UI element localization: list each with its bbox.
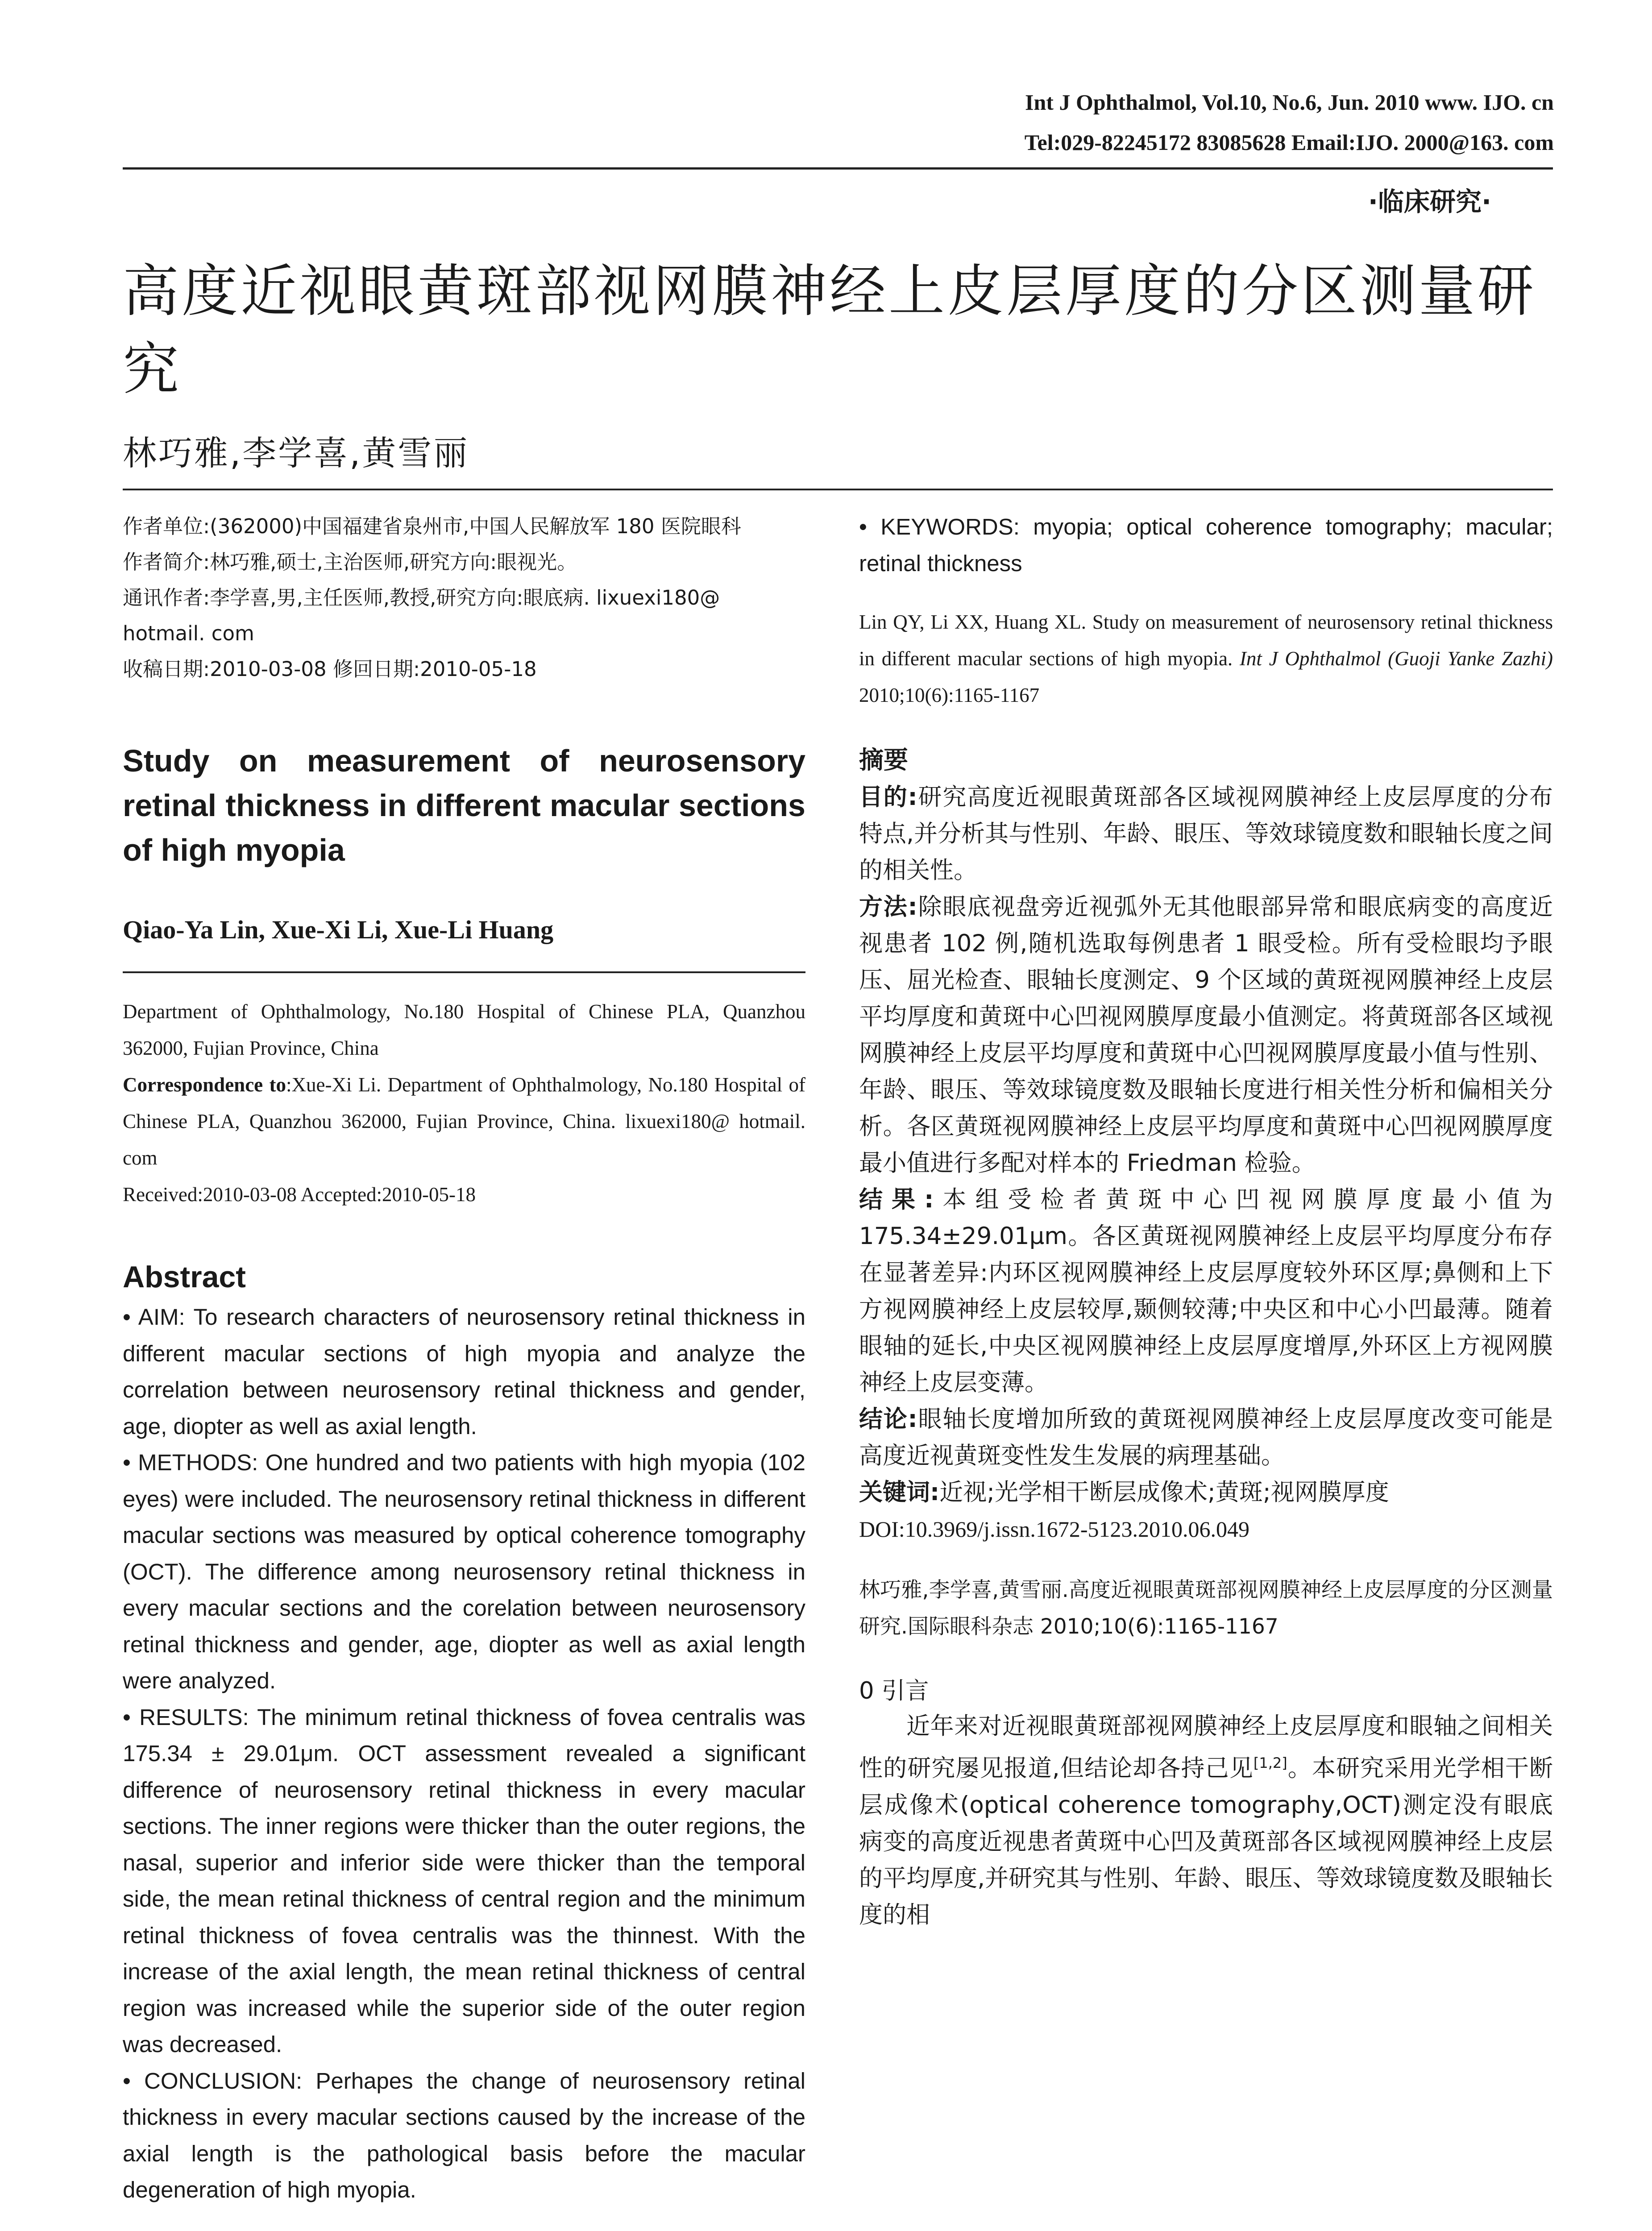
aim-cn-label: 目的: — [859, 784, 917, 811]
citation-en — [859, 604, 1553, 713]
abstract-cn-heading: 摘要 — [859, 746, 909, 774]
affil-rule — [123, 971, 805, 973]
right-column — [859, 509, 1553, 1933]
intro-paragraph — [859, 1708, 1553, 1933]
section-label: ·临床研究· — [1368, 187, 1491, 217]
title-cn: 高度近视眼黄斑部视网膜神经上皮层厚度的分区测量研究 — [123, 258, 1536, 402]
affiliation-en — [123, 993, 805, 1213]
abstract-aim — [123, 1299, 805, 1444]
methods-cn-label: 方法: — [859, 893, 917, 921]
aim-label: • AIM: — [123, 1304, 185, 1330]
citation-en-text: Lin QY, Li XX, Huang XL. Study on measurement of neurosensory retinal thickness in different macular sections of high myopia. — [859, 611, 1553, 670]
dates-en: Received:2010-03-08 Accepted:2010-05-18 — [123, 1183, 476, 1206]
abstract-en-body — [123, 1299, 805, 2208]
methods-label: • METHODS: — [123, 1450, 258, 1475]
header-rule — [123, 167, 1553, 170]
results-label: • RESULTS: — [123, 1704, 249, 1730]
keywords-en — [859, 509, 1553, 581]
abstract-cn-conclusion — [859, 1401, 1553, 1474]
aim-cn-text: 研究高度近视眼黄斑部各区域视网膜神经上皮层厚度的分布特点,并分析其与性别、年龄、眼压、等效球镜度数和眼轴长度之间的相关性。 — [859, 784, 1553, 884]
keywords-cn-label: 关键词: — [859, 1479, 940, 1506]
intro-heading: 0 引言 — [859, 1677, 929, 1704]
methods-text: One hundred and two patients with high myopia (102 eyes) were included. The neurosensory retinal thickness in different macular sections was measured by optical coherence tomography (OCT). The difference among neurosensory retinal thickness in every macular sections and the corelation between neurosensory retinal thickness and gender, age, diopter as well as axial length were analyzed. — [123, 1450, 806, 1693]
left-column — [123, 509, 805, 2208]
author-affiliation-cn: 作者单位:(362000)中国福建省泉州市,中国人民解放军 180 医院眼科 — [123, 514, 741, 538]
abstract-cn-aim — [859, 779, 1553, 889]
abstract-cn-results — [859, 1182, 1553, 1401]
correspondence-label: Correspondence to — [123, 1074, 286, 1096]
authors-en: Qiao-Ya Lin, Xue-Xi Li, Xue-Li Huang — [123, 915, 554, 944]
dates-cn: 收稿日期:2010-03-08 修回日期:2010-05-18 — [123, 657, 537, 681]
citation-cn: 林巧雅,李学喜,黄雪丽.高度近视眼黄斑部视网膜神经上皮层厚度的分区测量研究.国际眼科杂志 2010;10(6):1165-1167 — [859, 1578, 1553, 1639]
title-rule — [123, 489, 1553, 490]
title-en: Study on measurement of neurosensory retinal thickness in different macular sections of high myopia — [123, 743, 805, 867]
abstract-methods — [123, 1444, 805, 1699]
journal-header-line1: Int J Ophthalmol, Vol.10, No.6, Jun. 2010 www. IJO. cn — [1025, 90, 1554, 115]
abstract-cn-keywords — [859, 1474, 1553, 1511]
conclusion-label: • CONCLUSION: — [123, 2068, 303, 2094]
conclusion-text: Perhapes the change of neurosensory retinal thickness in every macular sections caused by the increase of the axial length is the pathological basis before the macular degeneration of high myopia. — [123, 2068, 805, 2202]
author-info-cn — [123, 509, 805, 687]
abstract-heading: Abstract — [123, 1260, 246, 1294]
keywords-cn-text: 近视;光学相干断层成像术;黄斑;视网膜厚度 — [939, 1479, 1389, 1506]
results-cn-label: 结果: — [859, 1186, 934, 1213]
intro-ref: [1,2] — [1253, 1754, 1287, 1771]
intro-text-2: 。本研究采用光学相干断层成像术(optical coherence tomography,OCT)测定没有眼底病变的高度近视患者黄斑中心凹及黄斑部各区域视网膜神经上皮层的平均厚度,并研究其与性别、年龄、眼压、等效球镜度数及眼轴长度的相 — [859, 1754, 1553, 1928]
abstract-cn-methods — [859, 889, 1553, 1182]
correspondence-text: :Xue-Xi Li. Department of Ophthalmology, No.180 Hospital of Chinese PLA, Quanzhou 362000, Fujian Province, China. lixuexi180@ hotmail. com — [123, 1074, 806, 1169]
aim-text: To research characters of neurosensory retinal thickness in different macular sections of high myopia and analyze the correlation between neurosensory retinal thickness and gender, age, diopter as well as axial length. — [123, 1304, 805, 1439]
author-bio-cn: 作者简介:林巧雅,硕士,主治医师,研究方向:眼视光。 — [123, 550, 577, 574]
correspondence — [123, 1066, 805, 1176]
keywords-label: • KEYWORDS: — [859, 514, 1020, 539]
conclusion-cn-text: 眼轴长度增加所致的黄斑视网膜神经上皮层厚度改变可能是高度近视黄斑变性发生发展的病理基础。 — [859, 1406, 1553, 1469]
methods-cn-text: 除眼底视盘旁近视弧外无其他眼部异常和眼底病变的高度近视患者 102 例,随机选取每例患者 1 眼受检。所有受检眼均予眼压、屈光检查、眼轴长度测定、9 个区域的黄斑视网膜神经上皮层平均厚度和黄斑中心凹视网膜厚度最小值测定。将黄斑部各区域视网膜神经上皮层平均厚度和黄斑中心凹视网膜厚度最小值与性别、年龄、眼压、等效球镜度数及眼轴长度进行相关性分析和偏相关分析。各区黄斑视网膜神经上皮层平均厚度和黄斑中心凹视网膜厚度最小值进行多配对样本的 Friedman 检验。 — [859, 893, 1553, 1177]
abstract-results — [123, 1699, 805, 2063]
journal-header-line2: Tel:029-82245172 83085628 Email:IJO. 2000@163. com — [1024, 130, 1554, 155]
intro-text: 近年来对近视眼黄斑部视网膜神经上皮层厚度和眼轴之间相关性的研究屡见报道,但结论却各持己见 — [859, 1713, 1553, 1782]
results-cn-text: 本组受检者黄斑中心凹视网膜厚度最小值为175.34±29.01μm。各区黄斑视网膜神经上皮层平均厚度分布存在显著差异:内环区视网膜神经上皮层厚度较外环区厚;鼻侧和上下方视网膜神经上皮层较厚,颞侧较薄;中央区和中心小凹最薄。随着眼轴的延长,中央区视网膜神经上皮层厚度增厚,外环区上方视网膜神经上皮层变薄。 — [859, 1186, 1553, 1396]
doi: DOI:10.3969/j.issn.1672-5123.2010.06.049 — [859, 1517, 1249, 1542]
results-text: The minimum retinal thickness of fovea centralis was 175.34 ± 29.01μm. OCT assessment revealed a significant difference of neurosensory retinal thickness in every macular sections. The inner regions were thicker than the outer regions, the nasal, superior and inferior side were thicker than the temporal side, the mean retinal thickness of central region and the minimum retinal thickness of fovea centralis was the thinnest. With the increase of the axial length, the mean retinal thickness of central region was increased while the superior side of the outer region was decreased. — [123, 1704, 805, 2057]
citation-en-journal: Int J Ophthalmol (Guoji Yanke Zazhi) — [1239, 647, 1553, 670]
conclusion-cn-label: 结论: — [859, 1406, 917, 1433]
abstract-cn-body — [859, 779, 1553, 1547]
abstract-conclusion-start — [123, 2063, 805, 2208]
affiliation-dept: Department of Ophthalmology, No.180 Hospital of Chinese PLA, Quanzhou 362000, Fujian Province, China — [123, 1000, 805, 1059]
citation-en-tail: 2010;10(6):1165-1167 — [859, 684, 1040, 706]
corresponding-author-cn: 通讯作者:李学喜,男,主任医师,教授,研究方向:眼底病. lixuexi180@ hotmail. com — [123, 586, 720, 645]
keywords-text: myopia; optical coherence tomography; macular; retinal thickness — [859, 514, 1553, 576]
authors-cn: 林巧雅,李学喜,黄雪丽 — [123, 433, 469, 473]
